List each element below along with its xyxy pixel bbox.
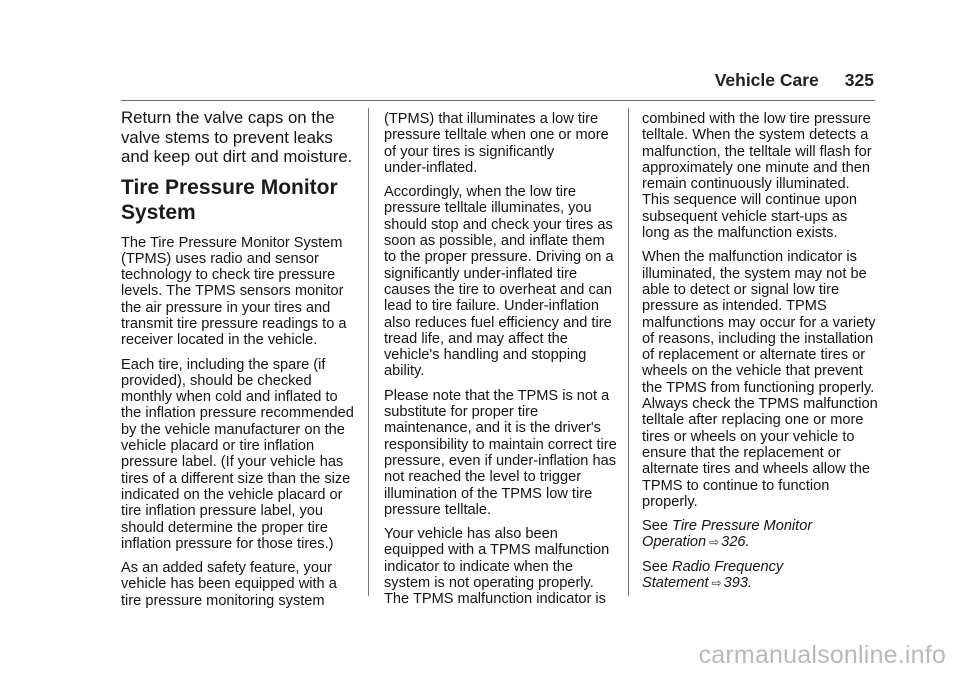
text-line: pressure, even if under-inflation has xyxy=(384,452,617,469)
text-line: malfunctions may occur for a variety xyxy=(642,314,876,331)
text-line: pressure telltale when one or more xyxy=(384,127,609,144)
page-arrow-icon: ⇨ xyxy=(711,576,722,591)
column-2 xyxy=(384,111,624,616)
see-label: See xyxy=(642,518,668,535)
paragraph xyxy=(121,357,353,553)
text-line: monthly when cold and inflated to xyxy=(121,389,338,406)
text-line: Your vehicle has also been xyxy=(384,526,558,543)
lead-paragraph xyxy=(121,108,353,167)
paragraph xyxy=(642,249,882,510)
text-line: of your tires is significantly xyxy=(384,143,555,160)
text-line: Please note that the TPMS is not a xyxy=(384,387,610,404)
text-line xyxy=(642,534,882,550)
page-header xyxy=(715,70,874,91)
text-line: ability. xyxy=(384,363,425,380)
text-line: significantly under-inflated tire xyxy=(384,265,578,282)
page-number: 325 xyxy=(844,70,874,90)
text-line: transmit tire pressure readings to a xyxy=(121,315,347,332)
section-title-header: Vehicle Care xyxy=(714,70,819,90)
column-3 xyxy=(642,111,882,599)
text-line: tires of a different size than the size xyxy=(121,470,351,487)
text-line: of reasons, including the installation xyxy=(642,330,874,347)
text-line: provided), should be checked xyxy=(121,372,312,389)
text-line: pressure as intended. TPMS xyxy=(642,298,827,315)
xref-page-number[interactable]: 393. xyxy=(723,575,752,592)
text-line: indicator to indicate when the xyxy=(384,558,574,575)
text-line: the TPMS from functioning properly. xyxy=(642,379,875,396)
text-line: pressure telltale illuminates, you xyxy=(384,200,592,217)
text-line: approximately one minute and then xyxy=(642,159,870,176)
text-line: (TPMS) that illuminates a low tire xyxy=(384,111,599,127)
text-line: by the vehicle manufacturer on the xyxy=(121,421,345,438)
text-line: pressure label. (If your vehicle has xyxy=(121,454,344,471)
text-line: remain continuously illuminated. xyxy=(642,176,850,193)
text-line: under-inflated. xyxy=(384,159,478,176)
text-line: indicated on the vehicle placard or xyxy=(121,486,343,503)
text-line: inflation pressure for those tires.) xyxy=(121,535,334,552)
text-line: malfunction, the telltale will flash for xyxy=(642,143,872,160)
text-line: tire inflation pressure label, you xyxy=(121,503,323,520)
column-divider-1 xyxy=(368,108,369,596)
heading-line: Tire Pressure Monitor xyxy=(121,175,338,199)
paragraph xyxy=(642,111,882,241)
text-line: should stop and check your tires as xyxy=(384,216,613,233)
text-line: able to detect or signal low tire xyxy=(642,281,840,298)
text-line: the air pressure in your tires and xyxy=(121,299,331,316)
header-rule xyxy=(121,100,875,101)
text-line xyxy=(642,559,882,575)
text-line: TPMS to continue to function xyxy=(642,477,830,494)
text-line: the inflation pressure recommended xyxy=(121,405,354,422)
text-line: alternate tires and wheels allow the xyxy=(642,461,870,478)
text-line: valve stems to prevent leaks xyxy=(121,127,333,147)
paragraph xyxy=(384,184,624,380)
text-line: maintenance, and it is the driver's xyxy=(384,420,601,437)
text-line: tread life, and may affect the xyxy=(384,330,568,347)
text-line: to the proper pressure. Driving on a xyxy=(384,249,614,266)
text-line: tire pressure monitoring system xyxy=(121,592,325,609)
text-line: illuminated, the system may not be xyxy=(642,265,867,282)
text-line: (TPMS) uses radio and sensor xyxy=(121,250,319,267)
text-line: should determine the proper tire xyxy=(121,519,328,536)
text-line: levels. The TPMS sensors monitor xyxy=(121,283,344,300)
heading-line: System xyxy=(121,200,196,224)
xref-link[interactable]: Tire Pressure Monitor xyxy=(672,518,813,535)
paragraph xyxy=(121,235,353,349)
text-line: also reduces fuel efficiency and tire xyxy=(384,314,612,331)
text-line: telltale after replacing one or more xyxy=(642,412,864,429)
page-arrow-icon: ⇨ xyxy=(709,535,720,550)
column-1 xyxy=(121,108,353,617)
text-line: vehicle placard or tire inflation xyxy=(121,438,315,455)
text-line: long as the malfunction exists. xyxy=(642,225,838,242)
text-line: illumination of the TPMS low tire xyxy=(384,485,593,502)
section-heading xyxy=(121,175,353,225)
text-line: As an added safety feature, your xyxy=(121,560,332,577)
text-line: Always check the TPMS malfunction xyxy=(642,396,878,413)
paragraph xyxy=(384,388,624,518)
xref-page-number[interactable]: 326. xyxy=(721,534,750,551)
text-line xyxy=(642,518,882,534)
text-line: soon as possible, and inflate them xyxy=(384,233,605,250)
text-line: combined with the low tire pressure xyxy=(642,111,871,127)
text-line: equipped with a TPMS malfunction xyxy=(384,542,610,559)
text-line: The Tire Pressure Monitor System xyxy=(121,234,343,251)
text-line: and keep out dirt and moisture. xyxy=(121,147,353,166)
xref-link[interactable]: Operation xyxy=(642,534,707,551)
text-line: Return the valve caps on the xyxy=(121,108,335,127)
see-label: See xyxy=(642,558,668,575)
text-line: vehicle has been equipped with a xyxy=(121,576,337,593)
text-line: When the malfunction indicator is xyxy=(642,249,857,266)
text-line: subsequent vehicle start-ups as xyxy=(642,208,848,225)
xref-link[interactable]: Statement xyxy=(642,575,709,592)
text-line: tires or wheels on your vehicle to xyxy=(642,428,855,445)
text-line: lead to tire failure. Under-inflation xyxy=(384,298,599,315)
text-line: substitute for proper tire xyxy=(384,404,539,421)
paragraph xyxy=(384,526,624,607)
text-line xyxy=(642,575,882,591)
paragraph xyxy=(384,111,624,176)
text-line: of replacement or alternate tires or xyxy=(642,347,866,364)
text-line: receiver located in the vehicle. xyxy=(121,332,318,349)
xref-link[interactable]: Radio Frequency xyxy=(672,558,784,575)
cross-reference-radio-frequency xyxy=(642,559,882,592)
column-divider-2 xyxy=(628,108,629,596)
text-line: ensure that the replacement or xyxy=(642,444,841,461)
watermark: carmanualsonline.info xyxy=(698,641,946,669)
text-line: The TPMS malfunction indicator is xyxy=(384,591,606,608)
text-line: properly. xyxy=(642,493,698,510)
text-line: telltale. When the system detects a xyxy=(642,127,869,144)
text-line: wheels on the vehicle that prevent xyxy=(642,363,863,380)
text-line: vehicle's handling and stopping xyxy=(384,347,587,364)
text-line: pressure telltale. xyxy=(384,501,492,518)
text-line: causes the tire to overheat and can xyxy=(384,281,612,298)
text-line: Each tire, including the spare (if xyxy=(121,356,326,373)
paragraph xyxy=(121,560,353,609)
text-line: system is not operating properly. xyxy=(384,575,594,592)
text-line: not reached the level to trigger xyxy=(384,469,582,486)
cross-reference-tpms-operation xyxy=(642,518,882,551)
text-line: Accordingly, when the low tire xyxy=(384,184,576,201)
text-line: technology to check tire pressure xyxy=(121,267,336,284)
text-line: This sequence will continue upon xyxy=(642,192,857,209)
text-line: responsibility to maintain correct tire xyxy=(384,436,617,453)
